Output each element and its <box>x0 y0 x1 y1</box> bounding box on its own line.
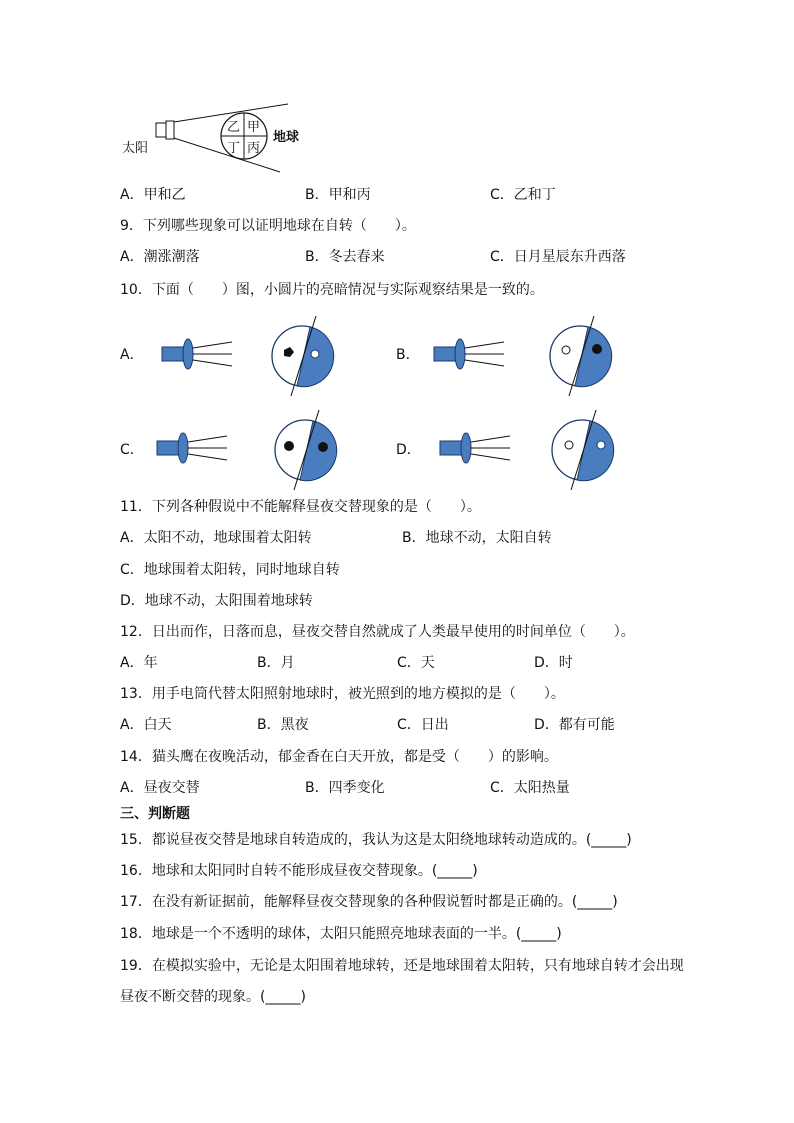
q13-option-d: D．都有可能 <box>534 717 615 733</box>
q12-option-a: A．年 <box>120 655 158 671</box>
quadrant-jia: 甲 <box>247 120 261 135</box>
q10-figure-b <box>432 316 632 396</box>
quadrant-bing: 丙 <box>247 141 261 156</box>
sun-label: 太阳 <box>122 141 149 156</box>
q11-stem: 11．下列各种假说中不能解释昼夜交替现象的是（ ）。 <box>120 499 481 515</box>
q13-stem: 13．用手电筒代替太阳照射地球时，被光照到的地方模拟的是（ ）。 <box>120 686 565 702</box>
q16-text: 16．地球和太阳同时自转不能形成昼夜交替现象。(_____) <box>120 863 478 879</box>
q11-option-b: B．地球不动，太阳自转 <box>402 530 552 546</box>
q15-text: 15．都说昼夜交替是地球自转造成的，我认为这是太阳绕地球转动造成的。(_____) <box>120 832 632 848</box>
q10-stem: 10．下面（ ）图，小圆片的亮暗情况与实际观察结果是一致的。 <box>120 282 544 298</box>
q12-option-d: D．时 <box>534 655 573 671</box>
q14-option-b: B．四季变化 <box>305 780 385 796</box>
q19-text-line2: 昼夜不断交替的现象。(_____) <box>120 989 306 1005</box>
sun-earth-diagram <box>120 100 320 180</box>
q10-figure-a <box>160 316 360 396</box>
q10-figure-c <box>155 410 355 490</box>
q12-option-b: B．月 <box>257 655 295 671</box>
q13-option-a: A．白天 <box>120 717 172 733</box>
q10-label-c: C． <box>120 442 144 458</box>
q14-option-a: A．昼夜交替 <box>120 780 200 796</box>
q9-option-a: A．潮涨潮落 <box>120 249 200 265</box>
q9-option-c: C．日月星辰东升西落 <box>490 249 626 265</box>
earth-label: 地球 <box>273 130 300 145</box>
q13-option-c: C．日出 <box>397 717 449 733</box>
quadrant-yi: 乙 <box>227 120 241 135</box>
q10-figure-d <box>438 410 638 490</box>
q14-option-c: C．太阳热量 <box>490 780 570 796</box>
section-title-judge: 三、判断题 <box>120 806 190 822</box>
q8-option-a: A．甲和乙 <box>120 187 186 203</box>
q12-option-c: C．天 <box>397 655 435 671</box>
quadrant-ding: 丁 <box>227 141 241 156</box>
q8-option-b: B．甲和丙 <box>305 187 371 203</box>
q10-label-a: A． <box>120 347 144 363</box>
q14-stem: 14．猫头鹰在夜晚活动，郁金香在白天开放，都是受（ ）的影响。 <box>120 749 558 765</box>
q13-option-b: B．黑夜 <box>257 717 309 733</box>
q17-text: 17．在没有新证据前，能解释昼夜交替现象的各种假说暂时都是正确的。(_____) <box>120 894 618 910</box>
q18-text: 18．地球是一个不透明的球体，太阳只能照亮地球表面的一半。(_____) <box>120 926 562 942</box>
q9-stem: 9．下列哪些现象可以证明地球在自转（ ）。 <box>120 218 416 234</box>
q12-stem: 12．日出而作，日落而息，昼夜交替自然就成了人类最早使用的时间单位（ ）。 <box>120 624 635 640</box>
q11-option-a: A．太阳不动，地球围着太阳转 <box>120 530 312 546</box>
q11-option-d: D．地球不动，太阳围着地球转 <box>120 593 313 609</box>
q11-option-c: C．地球围着太阳转，同时地球自转 <box>120 562 340 578</box>
q10-label-d: D． <box>396 442 421 458</box>
q8-option-c: C．乙和丁 <box>490 187 556 203</box>
q10-label-b: B． <box>396 347 420 363</box>
q9-option-b: B．冬去春来 <box>305 249 385 265</box>
q19-text-line1: 19．在模拟实验中，无论是太阳围着地球转，还是地球围着太阳转，只有地球自转才会出现 <box>120 958 684 974</box>
